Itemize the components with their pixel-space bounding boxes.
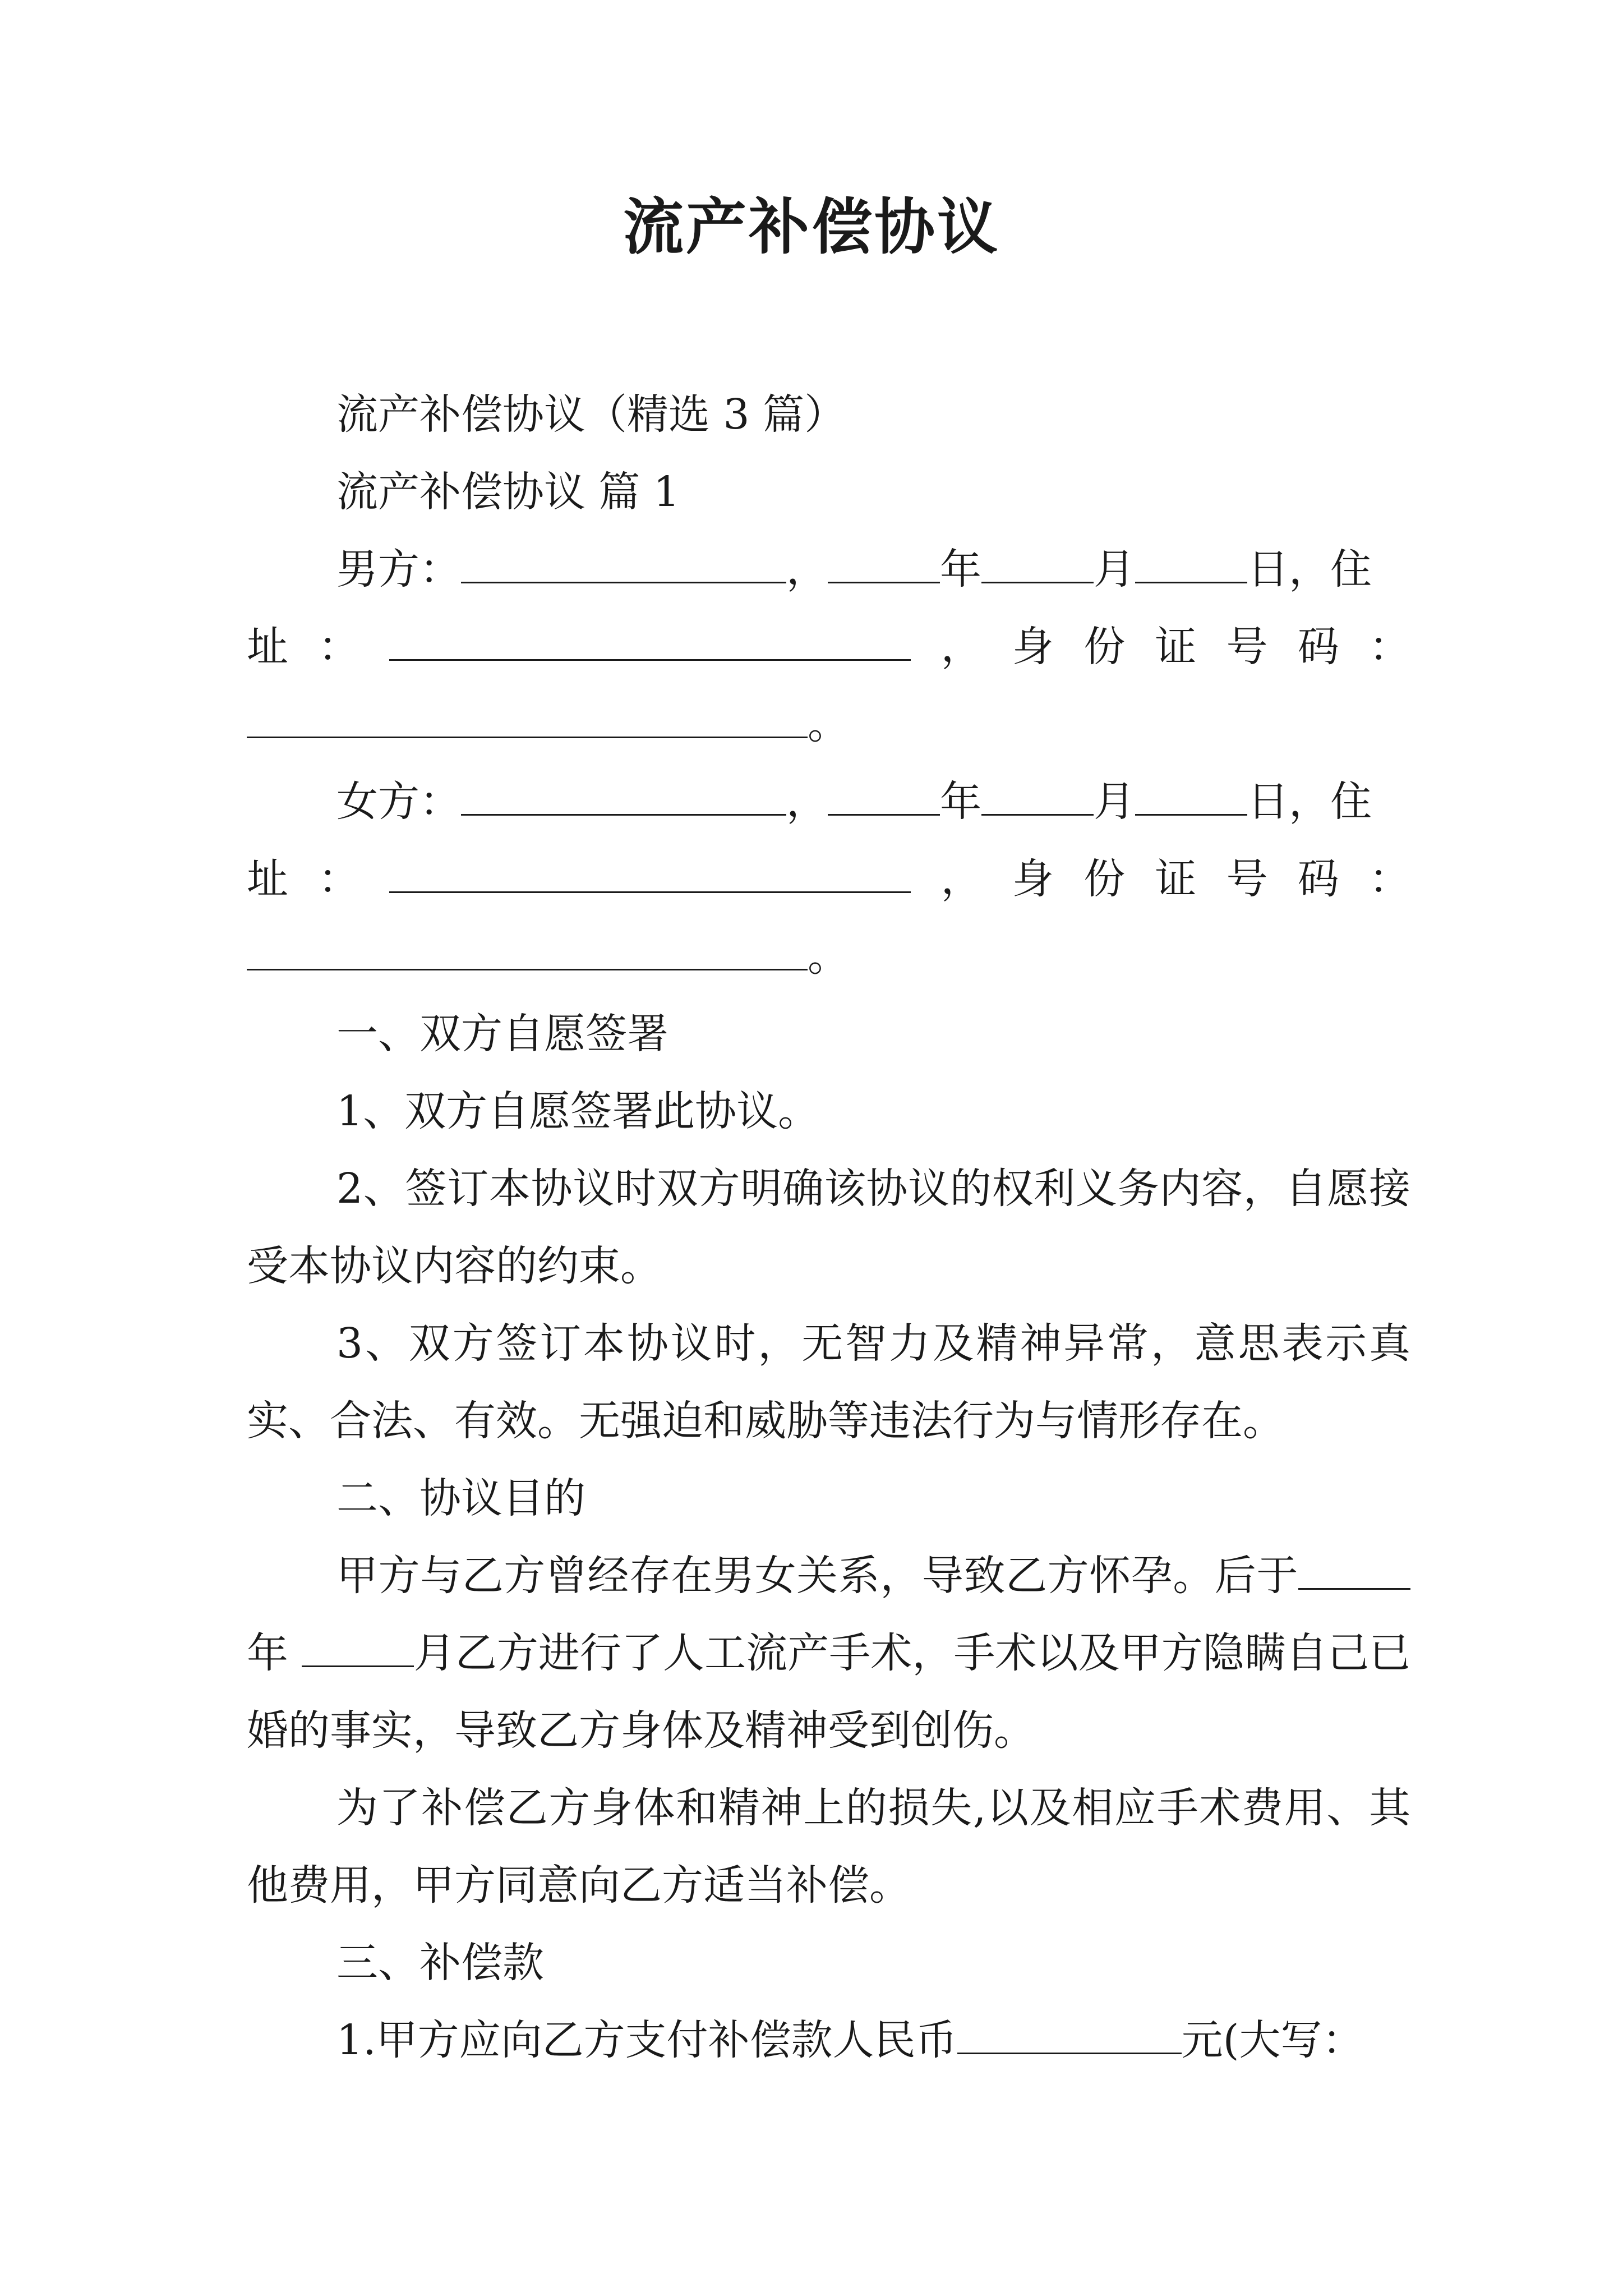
male-month: 月 [1094,545,1135,593]
female-year: 年 [940,777,981,826]
male-address-line [247,608,1410,685]
male-name-blank [461,542,786,583]
female-end: 。 [808,932,849,981]
male-id-blank [247,697,808,738]
section2-para2: 为了补偿乙方身体和精神上的损失,以及相应手术费用、其他费用，甲方同意向乙方适当补偿。 [247,1784,1410,1910]
female-month: 月 [1094,777,1135,826]
male-id-char: 号 [1226,623,1268,671]
female-addr-char: 址 [247,855,288,903]
section2-month-blank [302,1626,414,1667]
female-addr-colon: ： [318,855,360,903]
male-address-blank [389,620,911,661]
male-id-line [247,685,1410,763]
male-addr-colon: ： [318,623,360,671]
male-year-blank [828,542,940,583]
male-id-char: 份 [1083,623,1126,671]
female-id-blank [247,930,808,970]
amount-blank [957,2013,1182,2054]
female-id-line [247,918,1410,995]
part-subtitle: 流产补偿协议 篇 1 [336,468,680,516]
male-end: 。 [808,700,849,748]
female-address-line [247,840,1410,918]
female-id-char: 份 [1083,855,1126,903]
male-id-char: 证 [1155,623,1197,671]
female-address-blank [389,852,911,893]
male-id-char: 身 [1012,623,1054,671]
document-body [247,376,1410,2079]
male-year: 年 [940,545,981,593]
section1-item1: 1、双方自愿签署此协议。 [336,1087,820,1135]
female-id-char: 号 [1226,855,1268,903]
male-month-blank [981,542,1094,583]
male-id-char: 码 [1297,623,1339,671]
male-comma: ， [786,545,828,593]
female-id-char: 身 [1012,855,1054,903]
male-id-comma: ， [940,623,983,671]
section1-item3: 3、双方签订本协议时，无智力及精神异常，意思表示真实、合法、有效。无强迫和威胁等违法行为与情形存在。 [247,1319,1410,1445]
female-day-blank [1135,775,1247,816]
female-party-line [247,763,1410,840]
female-month-blank [981,775,1094,816]
section3-item1-b: 元(大写： [1181,2016,1364,2064]
male-id-char: ： [1368,623,1410,671]
collection-subtitle: 流产补偿协议（精选 3 篇） [336,390,846,439]
female-comma: ， [786,777,828,826]
male-label: 男方： [336,545,461,593]
section3-item1-a: 1.甲方应向乙方支付补偿款人民币 [336,2016,957,2064]
section2-year: 年 [247,1629,289,1677]
male-addr-char: 址 [247,623,288,671]
section2-para1-b: 月乙方进行了人工流产手术，手术以及甲方隐瞒自己已婚的事实，导致乙方身体及精神受到创伤。 [247,1629,1411,1755]
female-day-addr: 日，住 [1247,777,1372,826]
female-year-blank [828,775,940,816]
section2-year-blank [1298,1549,1410,1590]
section2-para1-a: 甲方与乙方曾经存在男女关系，导致乙方怀孕。后于 [336,1552,1298,1600]
male-day-addr: 日，住 [1247,545,1372,593]
document-title: 流产补偿协议 [623,192,1000,263]
section3-item1 [247,2001,1410,2079]
male-day-blank [1135,542,1247,583]
section2-para1 [247,1537,1410,1769]
female-label: 女方： [336,777,461,826]
section1-item2: 2、签订本协议时双方明确该协议的权利义务内容，自愿接受本协议内容的约束。 [247,1165,1410,1290]
female-id-char: ： [1368,855,1410,903]
section3-heading: 三、补偿款 [336,1939,544,1987]
female-id-char: 证 [1155,855,1197,903]
section1-heading: 一、双方自愿签署 [336,1010,668,1058]
male-party-line [247,531,1410,608]
female-name-blank [461,775,786,816]
section2-heading: 二、协议目的 [336,1474,585,1522]
female-id-comma: ， [940,855,983,903]
female-id-char: 码 [1297,855,1339,903]
